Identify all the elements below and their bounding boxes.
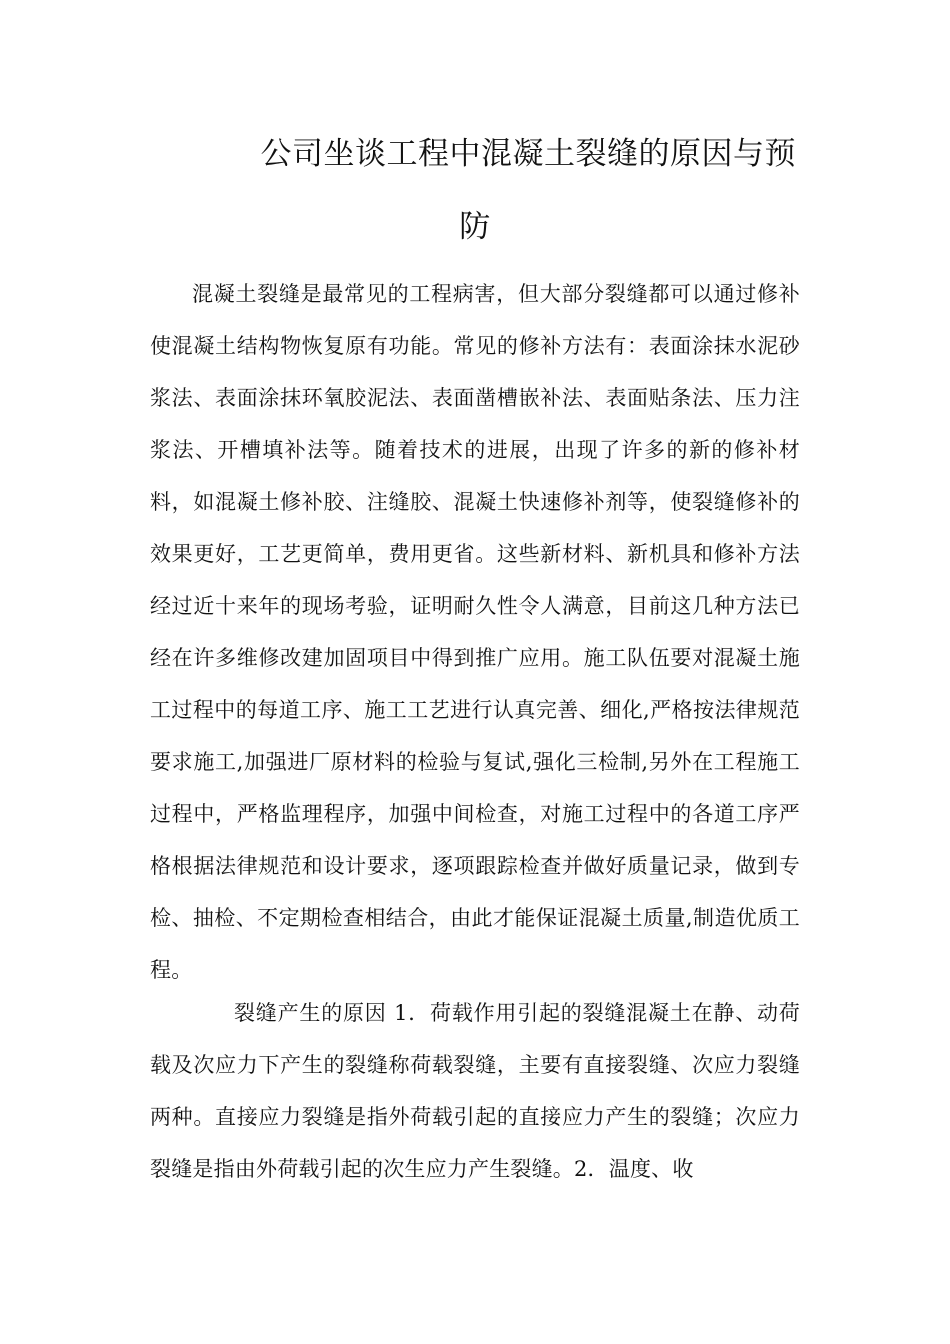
body-paragraph-2: 裂缝产生的原因 1．荷载作用引起的裂缝混凝土在静、动荷载及次应力下产生的裂缝称荷载裂缝，主要有直接裂缝、次应力裂缝两种。直接应力裂缝是指外荷载引起的直接应力产生的裂缝；次应力裂缝是指由外荷载引起的次生应力产生裂缝。2．温度、收 <box>150 1001 800 1181</box>
document-title <box>150 118 800 264</box>
title-line-1: 公司坐谈工程中混凝土裂缝的原因与预 <box>260 136 796 172</box>
title-line-2: 防 <box>459 209 491 245</box>
body-paragraph-1: 混凝土裂缝是最常见的工程病害，但大部分裂缝都可以通过修补使混凝土结构物恢复原有功能。常见的修补方法有：表面涂抹水泥砂浆法、表面涂抹环氧胶泥法、表面凿槽嵌补法、表面贴条法、压力注浆法、开槽填补法等。随着技术的进展，出现了许多的新的修补材料，如混凝土修补胶、注缝胶、混凝土快速修补剂等，使裂缝修补的效果更好，工艺更简单，费用更省。这些新材料、新机具和修补方法经过近十来年的现场考验，证明耐久性令人满意，目前这几种方法已经在许多维修改建加固项目中得到推广应用。施工队伍要对混凝土施工过程中的每道工序、施工工艺进行认真完善、细化,严格按法律规范要求施工,加强进厂原材料的检验与复试,强化三检制,另外在工程施工过程中，严格监理程序，加强中间检查，对施工过程中的各道工序严格根据法律规范和设计要求，逐项跟踪检查并做好质量记录，做到专检、抽检、不定期检查相结合，由此才能保证混凝土质量,制造优质工程。 <box>150 282 800 982</box>
